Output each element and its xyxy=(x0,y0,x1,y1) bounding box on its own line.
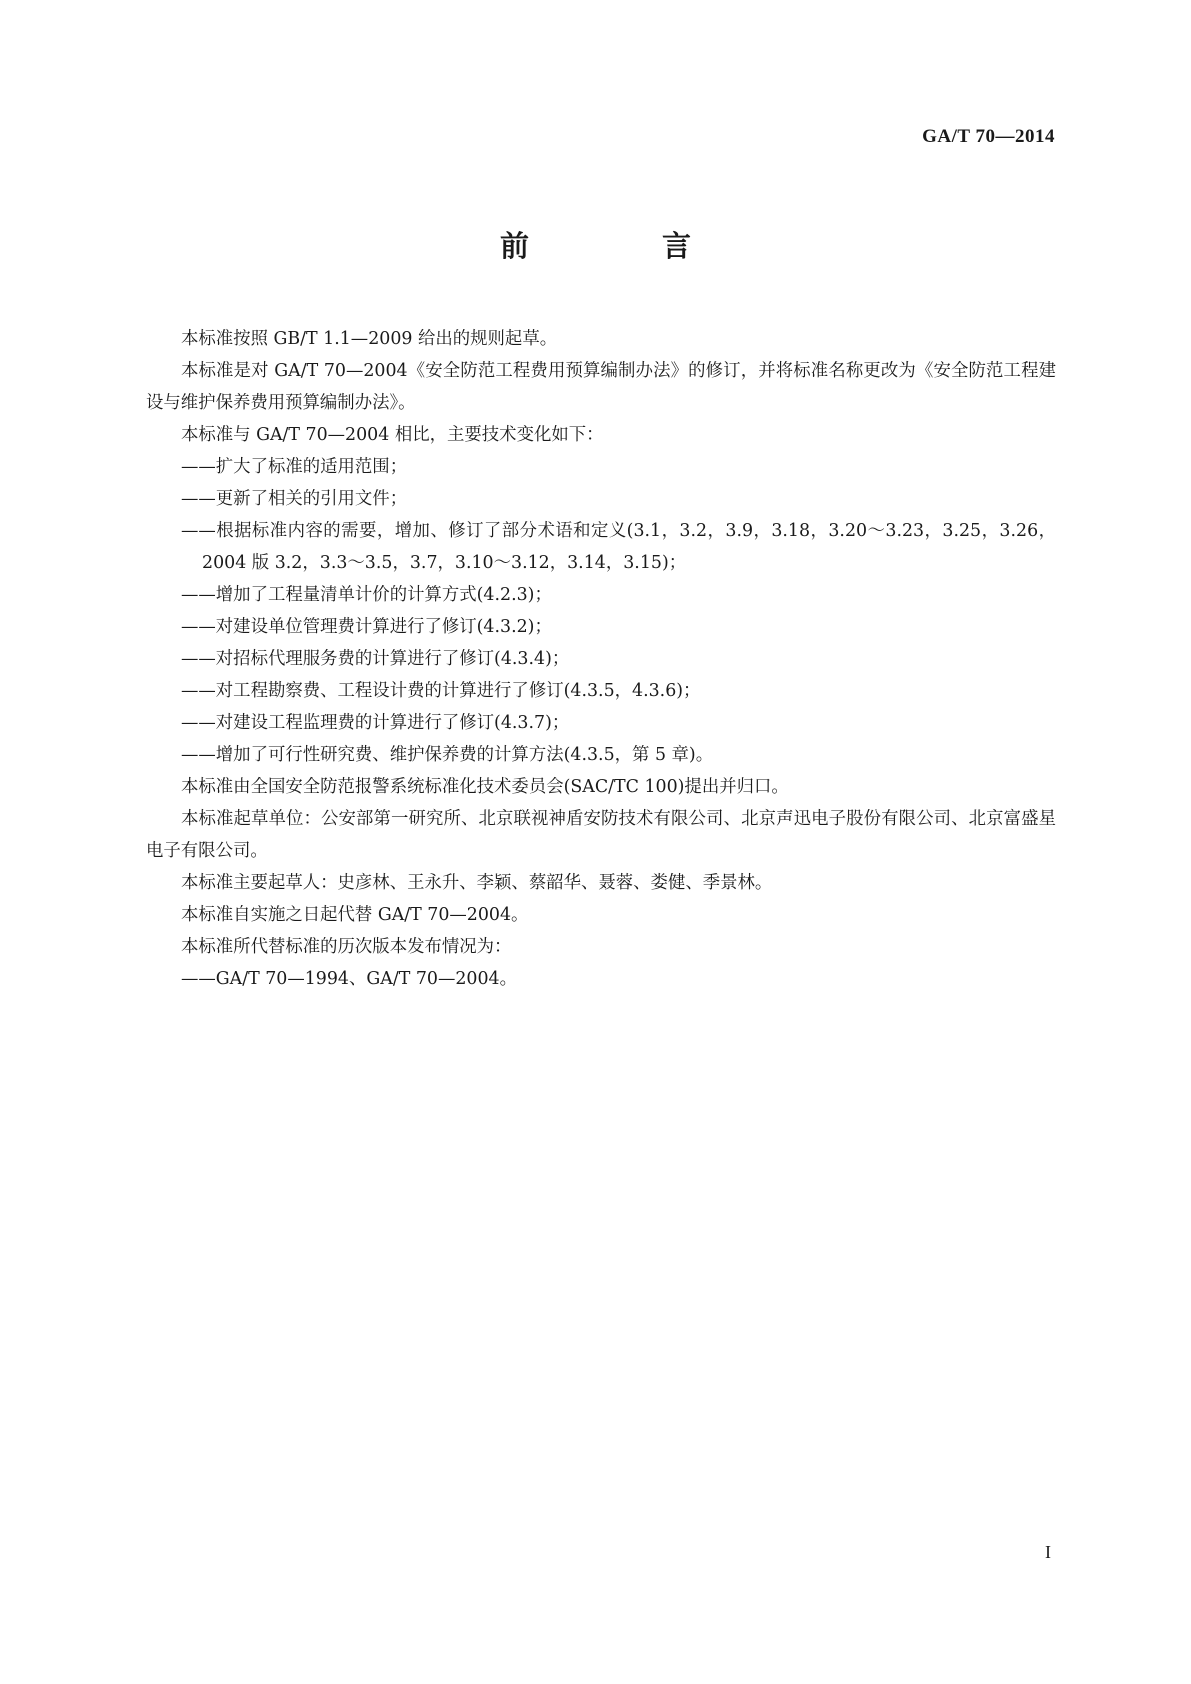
paragraph-drafting-units: 本标准起草单位：公安部第一研究所、北京联视神盾安防技术有限公司、北京声迅电子股份有限公司、北京富盛星电子有限公司。 xyxy=(146,809,1056,861)
paragraph-drafters: 本标准主要起草人：史彦林、王永升、李颖、蔡韶华、聂蓉、娄健、季景林。 xyxy=(181,873,773,893)
list-item-change: ——根据标准内容的需要，增加、修订了部分术语和定义(3.1，3.2，3.9，3.18，3.20～3.23，3.25，3.26，2004 版 3.2，3.3～3.5，3.7，3.10～3.12，3.14，3.15)； xyxy=(181,521,1056,573)
list-item-change: ——对建设工程监理费的计算进行了修订(4.3.7)； xyxy=(181,713,570,733)
list-item-change: ——扩大了标准的适用范围； xyxy=(181,457,408,477)
list-item-change: ——增加了可行性研究费、维护保养费的计算方法(4.3.5，第 5 章)。 xyxy=(181,745,714,765)
paragraph-history-intro: 本标准所代替标准的历次版本发布情况为： xyxy=(181,937,512,957)
paragraph-changes-intro: 本标准与 GA/T 70—2004 相比，主要技术变化如下： xyxy=(181,425,604,445)
paragraph-drafting-rules: 本标准按照 GB/T 1.1—2009 给出的规则起草。 xyxy=(181,329,558,349)
list-item-change: ——增加了工程量清单计价的计算方式(4.2.3)； xyxy=(181,585,552,605)
list-item-change: ——对工程勘察费、工程设计费的计算进行了修订(4.3.5，4.3.6)； xyxy=(181,681,701,701)
paragraph-revision: 本标准是对 GA/T 70—2004《安全防范工程费用预算编制办法》的修订，并将标准名称更改为《安全防范工程建设与维护保养费用预算编制办法》。 xyxy=(146,361,1056,413)
list-item-change: ——对招标代理服务费的计算进行了修订(4.3.4)； xyxy=(181,649,570,669)
list-item-history: ——GA/T 70—1994、GA/T 70—2004。 xyxy=(181,969,517,989)
list-item-change: ——对建设单位管理费计算进行了修订(4.3.2)； xyxy=(181,617,552,637)
page-number: I xyxy=(1045,1542,1051,1562)
page-title: 前 言 xyxy=(499,229,743,263)
list-item-change: ——更新了相关的引用文件； xyxy=(181,489,408,509)
paragraph-committee: 本标准由全国安全防范报警系统标准化技术委员会(SAC/TC 100)提出并归口。 xyxy=(181,777,789,797)
paragraph-replaces: 本标准自实施之日起代替 GA/T 70—2004。 xyxy=(181,905,529,925)
foreword-body xyxy=(146,323,1056,995)
standard-code: GA/T 70—2014 xyxy=(922,126,1055,147)
